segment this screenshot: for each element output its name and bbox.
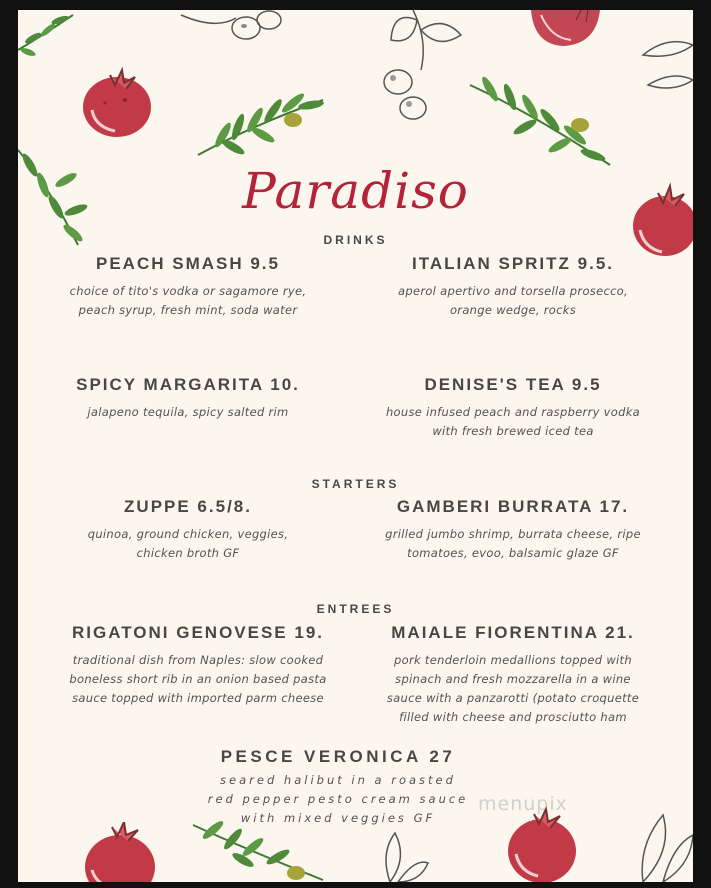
item-description: grilled jumbo shrimp, burrata cheese, ripe tomatoes, evoo, balsamic glaze GF — [385, 527, 641, 560]
menu-title: Paradiso — [242, 162, 469, 220]
section-heading-starters: STARTERS — [311, 477, 400, 491]
item-name: PEACH SMASH 9.5 — [96, 254, 280, 273]
olive-branch-icon — [193, 85, 328, 165]
item-description: aperol apertivo and torsella prosecco, orange wedge, rocks — [398, 284, 628, 317]
tomato-icon — [80, 822, 160, 882]
menu-item — [138, 747, 538, 828]
item-name: RIGATONI GENOVESE 19. — [71, 623, 325, 642]
section-heading-entrees: ENTREES — [316, 602, 395, 616]
menu-item — [363, 375, 663, 441]
menu-page — [18, 10, 693, 882]
item-name: ITALIAN SPRITZ 9.5. — [411, 254, 615, 273]
item-name: MAIALE FIORENTINA 21. — [391, 623, 635, 642]
tomato-icon — [526, 10, 606, 48]
item-name: SPICY MARGARITA 10. — [76, 375, 300, 394]
olive-icon — [373, 10, 468, 130]
leaf-outline-icon — [370, 828, 430, 882]
watermark: menupix — [478, 793, 568, 815]
item-description: choice of tito's vodka or sagamore rye, peach syrup, fresh mint, soda water — [69, 284, 307, 317]
item-description: house infused peach and raspberry vodka with fresh brewed iced tea — [385, 405, 641, 438]
olive-icon — [176, 10, 286, 50]
olive-branch-icon — [18, 10, 78, 70]
leaf-outline-icon — [633, 805, 693, 882]
section-heading-drinks: DRINKS — [323, 233, 388, 247]
menu-item — [48, 254, 328, 320]
item-description: seared halibut in a roasted red pepper pesto cream sauce with mixed veggies GF — [207, 773, 469, 825]
item-description: pork tenderloin medallions topped with spinach and fresh mozzarella in a wine sauce with a panzarotti (potato croquette filled with cheese and prosciutto ham — [386, 653, 640, 724]
menu-item — [48, 623, 348, 708]
tomato-icon — [80, 65, 155, 140]
item-name: PESCE VERONICA 27 — [220, 747, 456, 766]
menu-item — [363, 497, 663, 563]
menu-item — [363, 623, 663, 727]
item-description: traditional dish from Naples: slow cooked boneless short rib in an onion based pasta sauce topped with imported parm cheese — [69, 653, 327, 705]
item-name: GAMBERI BURRATA 17. — [396, 497, 630, 516]
item-description: jalapeno tequila, spicy salted rim — [87, 405, 289, 419]
menu-item — [363, 254, 663, 320]
item-name: ZUPPE 6.5/8. — [124, 497, 252, 516]
leaf-outline-icon — [638, 35, 693, 95]
olive-branch-icon — [465, 75, 615, 175]
item-description: quinoa, ground chicken, veggies, chicken broth GF — [87, 527, 289, 560]
item-name: DENISE'S TEA 9.5 — [424, 375, 602, 394]
menu-item — [48, 375, 328, 422]
menu-item — [48, 497, 328, 563]
